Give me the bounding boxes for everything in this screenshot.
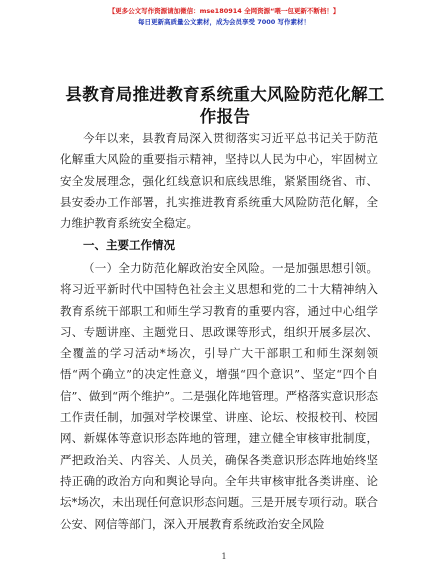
document-title: 县教育局推进教育系统重大风险防范化解工作报告 <box>65 85 385 126</box>
section-heading: 一、主要工作情况 <box>83 238 175 252</box>
intro-paragraph: 今年以来，县教育局深入贯彻落实习近平总书记关于防范化解重大风险的重要指示精神，坚持以人民为中心，牢固树立安全发展理念，强化红线意识和底线思维，紧紧围绕省、市、县安委办工作部署，扎实推进教育系统重大风险防范化解，全力维护教育系统安全稳定。 <box>60 131 378 231</box>
body-paragraph: （一）全力防范化解政治安全风险。一是加强思想引领。将习近平新时代中国特色社会主义思想和党的二十大精神纳入教育系统干部职工和师生学习教育的重要内容，通过中心组学习、专题讲座、主题党日、思政课等形式，组织开展多层次、全覆盖的学习活动*场次，引导广大干部职工和师生深刻领悟“两个确立”的决定性意义，增强“四个意识”、坚定“四个自信”、做到“两个维护”。二是强化阵地管理。严格落实意识形态工作责任制，加强对学校课堂、讲座、论坛、校报校刊、校园网、新媒体等意识形态阵地的管理，建立健全审核审批制度，严把政治关、内容关、人员关，确保各类意识形态阵地始终坚持正确的政治方向和舆论导向。全年共审核审批各类讲座、论坛*场次，未出现任何意识形态问题。三是开展专项行动。联合公安、网信等部门，深入开展教育系统政治安全风险 <box>60 261 378 531</box>
promo-banner <box>0 6 448 28</box>
promo-banner-line-2: 每日更新高质量公文素材，成为会员享受 7000 写作素材！ <box>137 18 311 26</box>
promo-banner-line-1: 【更多公文写作资源请加微信：mse180914 全网资源“喂一包更新不断档！】 <box>108 7 340 15</box>
page-number: 1 <box>221 552 227 561</box>
